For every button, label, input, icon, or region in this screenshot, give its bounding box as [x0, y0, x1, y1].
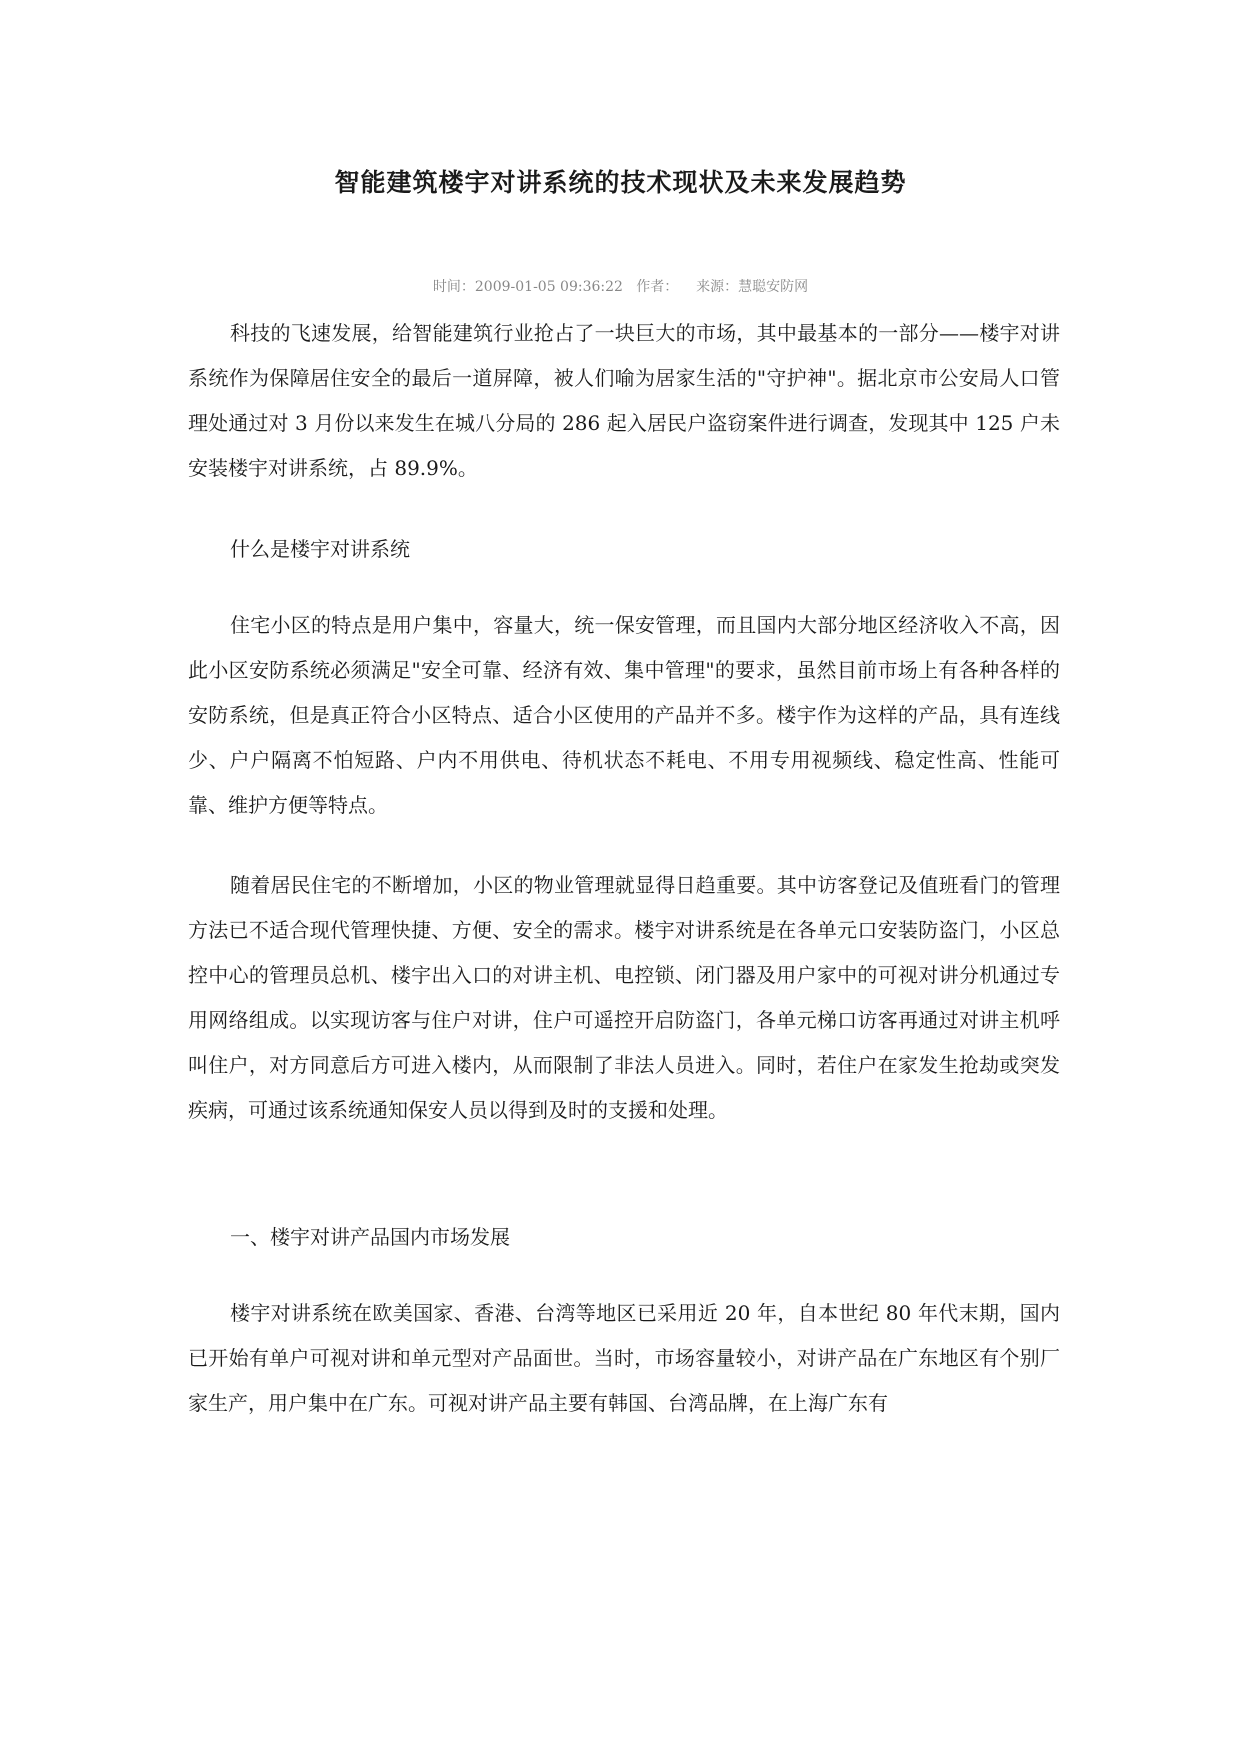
author-label: 作者： — [636, 279, 679, 295]
time-value: 2009-01-05 09:36:22 — [474, 279, 623, 295]
section-heading-what-is: 什么是楼宇对讲系统 — [230, 537, 410, 561]
source-value: 慧聪安防网 — [738, 279, 809, 295]
paragraph-property-management: 随着居民住宅的不断增加，小区的物业管理就显得日趋重要。其中访客登记及值班看门的管理方法已不适合现代管理快捷、方便、安全的需求。楼宇对讲系统是在各单元口安装防盗门，小区总控中心的管理员总机、楼宇出入口的对讲主机、电控锁、闭门器及用户家中的可视对讲分机通过专用网络组成。以实现访客与住户对讲，住户可遥控开启防盗门，各单元梯口访客再通过对讲主机呼叫住户，对方同意后方可进入楼内，从而限制了非法人员进入。同时，若住户在家发生抢劫或突发疾病，可通过该系统通知保安人员以得到及时的支援和处理。 — [188, 873, 1060, 1122]
paragraph-market-history: 楼宇对讲系统在欧美国家、香港、台湾等地区已采用近 20 年，自本世纪 80 年代末期，国内已开始有单户可视对讲和单元型对产品面世。当时，市场容量较小，对讲产品在广东地区有个别厂家生产，用户集中在广东。可视对讲产品主要有韩国、台湾品牌，在上海广东有 — [188, 1301, 1060, 1415]
article-title: 智能建筑楼宇对讲系统的技术现状及未来发展趋势 — [334, 168, 907, 197]
paragraph-intro: 科技的飞速发展，给智能建筑行业抢占了一块巨大的市场，其中最基本的一部分——楼宇对讲系统作为保障居住安全的最后一道屏障，被人们喻为居家生活的"守护神"。据北京市公安局人口管理处通过对 3 月份以来发生在城八分局的 286 起入居民户盗窃案件进行调查，发现其中 125 户未安装楼宇对讲系统，占 89.9%。 — [188, 321, 1060, 480]
time-label: 时间： — [432, 279, 475, 295]
paragraph-residential-features: 住宅小区的特点是用户集中，容量大，统一保安管理，而且国内大部分地区经济收入不高，因此小区安防系统必须满足"安全可靠、经济有效、集中管理"的要求，虽然目前市场上有各种各样的安防系统，但是真正符合小区特点、适合小区使用的产品并不多。楼宇作为这样的产品，具有连线少、户户隔离不怕短路、户内不用供电、待机状态不耗电、不用专用视频线、稳定性高、性能可靠、维护方便等特点。 — [188, 613, 1060, 817]
article-meta — [0, 277, 1241, 297]
section-heading-domestic-market: 一、楼宇对讲产品国内市场发展 — [230, 1225, 510, 1249]
source-label: 来源： — [696, 279, 739, 295]
